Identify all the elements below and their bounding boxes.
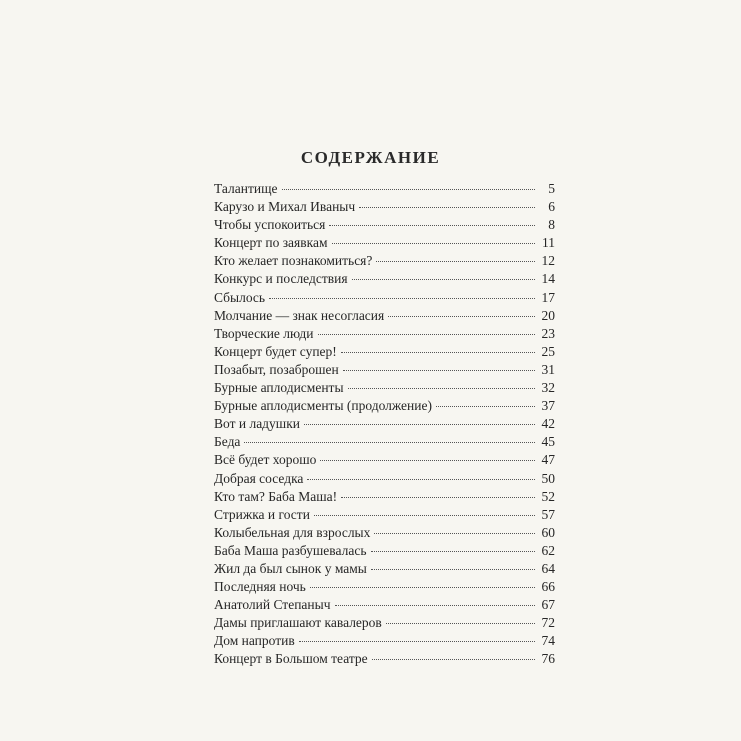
dot-leader bbox=[374, 533, 535, 534]
toc-entry bbox=[214, 234, 555, 252]
toc-page-number: 14 bbox=[541, 271, 555, 287]
toc-entry-title: Конкурс и последствия bbox=[214, 271, 348, 287]
toc-entry-title: Добрая соседка bbox=[214, 470, 304, 486]
toc-entry bbox=[214, 270, 555, 288]
dot-leader bbox=[388, 316, 535, 317]
dot-leader bbox=[320, 460, 535, 461]
toc-page-number: 17 bbox=[541, 289, 555, 305]
toc-page-number: 37 bbox=[541, 398, 555, 414]
toc-entry bbox=[214, 506, 555, 524]
toc-entry bbox=[214, 451, 555, 469]
dot-leader bbox=[335, 605, 536, 606]
toc-page-number: 62 bbox=[541, 542, 555, 558]
toc-entry-title: Анатолий Степаныч bbox=[214, 597, 331, 613]
toc-page-number: 64 bbox=[541, 560, 555, 576]
toc-entry-title: Сбылось bbox=[214, 289, 266, 305]
toc-entry bbox=[214, 307, 555, 325]
dot-leader bbox=[304, 424, 535, 425]
toc-entry-title: Стрижка и гости bbox=[214, 506, 310, 522]
toc-entry bbox=[214, 343, 555, 361]
toc-entry bbox=[214, 216, 555, 234]
toc-page-number: 50 bbox=[541, 470, 555, 486]
dot-leader bbox=[314, 515, 535, 516]
dot-leader bbox=[329, 225, 535, 226]
toc-page-number: 42 bbox=[541, 416, 555, 432]
toc-entry-title: Кто желает познакомиться? bbox=[214, 253, 373, 269]
dot-leader bbox=[310, 587, 535, 588]
toc-entry-title: Молчание — знак несогласия bbox=[214, 307, 385, 323]
toc-page-number: 57 bbox=[541, 506, 555, 522]
dot-leader bbox=[386, 623, 535, 624]
dot-leader bbox=[244, 442, 535, 443]
dot-leader bbox=[359, 207, 535, 208]
toc-entry-title: Дамы приглашают кавалеров bbox=[214, 615, 382, 631]
page-title: СОДЕРЖАНИЕ bbox=[300, 148, 441, 167]
toc-entry-title: Талантище bbox=[214, 181, 278, 196]
toc-page-number: 74 bbox=[541, 633, 555, 649]
toc-entry bbox=[214, 650, 555, 668]
toc-entry bbox=[214, 180, 555, 198]
toc-entry-title: Концерт будет супер! bbox=[214, 343, 337, 359]
toc-entry bbox=[214, 252, 555, 270]
toc-page-number: 60 bbox=[541, 524, 555, 540]
toc-entry-title: Чтобы успокоиться bbox=[214, 217, 326, 233]
dot-leader bbox=[436, 406, 535, 407]
dot-leader bbox=[376, 261, 535, 262]
toc-page-number: 5 bbox=[548, 181, 555, 196]
toc-entry-title: Беда bbox=[214, 434, 241, 450]
dot-leader bbox=[348, 388, 535, 389]
toc-entry bbox=[214, 198, 555, 216]
toc-page-number: 52 bbox=[541, 488, 555, 504]
toc-entry-title: Кто там? Баба Маша! bbox=[214, 488, 338, 504]
dot-leader bbox=[372, 659, 535, 660]
toc-page-number: 67 bbox=[541, 597, 555, 613]
dot-leader bbox=[299, 641, 535, 642]
toc-entry bbox=[214, 524, 555, 542]
toc-page-number: 23 bbox=[541, 325, 555, 341]
toc-entry-title: Баба Маша разбушевалась bbox=[214, 542, 367, 558]
dot-leader bbox=[352, 279, 535, 280]
toc-entry-title: Вот и ладушки bbox=[214, 416, 300, 432]
toc-page-number: 25 bbox=[541, 343, 555, 359]
toc-entry-title: Бурные аплодисменты (продолжение) bbox=[214, 398, 432, 414]
dot-leader bbox=[341, 497, 535, 498]
toc-page-number: 76 bbox=[541, 651, 555, 667]
toc-entry bbox=[214, 470, 555, 488]
dot-leader bbox=[318, 334, 535, 335]
toc-entry bbox=[214, 632, 555, 650]
toc-entry-title: Последняя ночь bbox=[214, 579, 306, 595]
toc-page-number: 12 bbox=[541, 253, 555, 269]
toc-entry bbox=[214, 596, 555, 614]
dot-leader bbox=[307, 479, 535, 480]
toc-entry-title: Творческие люди bbox=[214, 325, 314, 341]
dot-leader bbox=[269, 298, 535, 299]
toc-page-number: 11 bbox=[542, 235, 555, 251]
toc-entry-title: Дом напротив bbox=[214, 633, 295, 649]
toc-page-number: 32 bbox=[541, 380, 555, 396]
toc-entry bbox=[214, 379, 555, 397]
toc-entry-title: Концерт по заявкам bbox=[214, 235, 328, 251]
toc-entry-title: Карузо и Михал Иваныч bbox=[214, 199, 356, 215]
toc-entry bbox=[214, 614, 555, 632]
toc-entry-title: Концерт в Большом театре bbox=[214, 651, 368, 667]
toc-page-number: 6 bbox=[548, 199, 555, 215]
toc-entry bbox=[214, 488, 555, 506]
toc-entry-title: Бурные аплодисменты bbox=[214, 380, 344, 396]
toc-entry-title: Колыбельная для взрослых bbox=[214, 524, 371, 540]
table-of-contents bbox=[214, 180, 555, 669]
toc-page-number: 31 bbox=[541, 361, 555, 377]
toc-page-number: 45 bbox=[541, 434, 555, 450]
dot-leader bbox=[371, 551, 536, 552]
dot-leader bbox=[343, 370, 535, 371]
toc-page-number: 8 bbox=[548, 217, 555, 233]
dot-leader bbox=[371, 569, 535, 570]
toc-entry bbox=[214, 578, 555, 596]
toc-entry-title: Всё будет хорошо bbox=[214, 452, 317, 468]
toc-entry bbox=[214, 433, 555, 451]
toc-entry-title: Жил да был сынок у мамы bbox=[214, 560, 367, 576]
toc-entry bbox=[214, 289, 555, 307]
toc-page-number: 66 bbox=[541, 579, 555, 595]
toc-entry bbox=[214, 542, 555, 560]
dot-leader bbox=[332, 243, 535, 244]
toc-page-number: 20 bbox=[541, 307, 555, 323]
dot-leader bbox=[341, 352, 535, 353]
toc-entry bbox=[214, 325, 555, 343]
toc-entry bbox=[214, 397, 555, 415]
toc-page-number: 47 bbox=[541, 452, 555, 468]
toc-entry bbox=[214, 560, 555, 578]
toc-page-number: 72 bbox=[541, 615, 555, 631]
toc-entry-title: Позабыт, позаброшен bbox=[214, 361, 339, 377]
toc-entry bbox=[214, 361, 555, 379]
dot-leader bbox=[282, 189, 536, 190]
toc-entry bbox=[214, 415, 555, 433]
